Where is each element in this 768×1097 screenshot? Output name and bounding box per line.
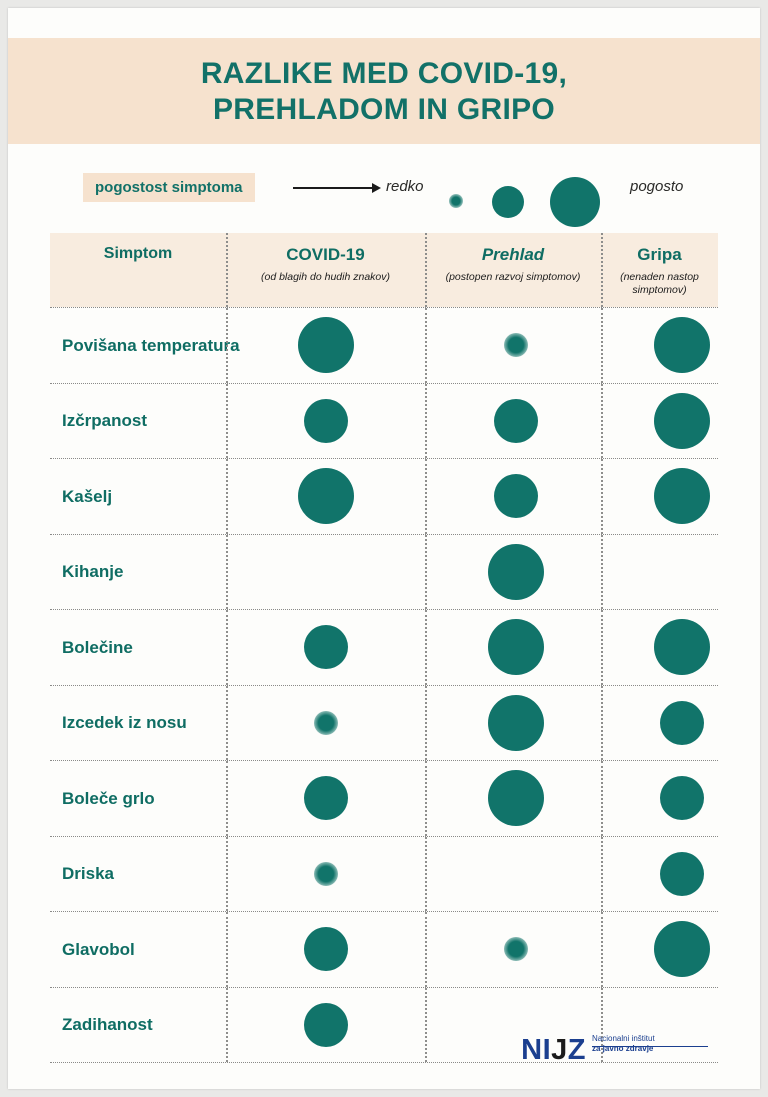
- column-divider-3: [601, 912, 603, 987]
- column-divider-1: [226, 761, 228, 836]
- column-divider-2: [425, 384, 427, 459]
- frequency-dot: [304, 776, 348, 820]
- column-divider-3: [601, 459, 603, 534]
- column-header-cold-title: Prehlad: [481, 245, 545, 264]
- column-divider-3: [601, 837, 603, 912]
- column-divider-2: [425, 459, 427, 534]
- column-divider-2: [425, 837, 427, 912]
- column-divider-2: [425, 912, 427, 987]
- frequency-dot: [304, 927, 348, 971]
- frequency-dot: [654, 921, 710, 977]
- row-label-symptom: Zadihanost: [62, 1015, 153, 1035]
- table-row: [50, 459, 718, 535]
- column-header-symptom: [50, 233, 226, 263]
- column-divider-3: [601, 308, 603, 383]
- column-header-symptom-title: Simptom: [103, 245, 173, 262]
- column-header-covid: [226, 233, 425, 284]
- legend-label: pogostost simptoma: [83, 173, 255, 202]
- frequency-dot: [298, 468, 354, 524]
- footer: [50, 1028, 718, 1078]
- row-label-symptom: Izcedek iz nosu: [62, 713, 187, 733]
- column-divider-2: [425, 610, 427, 685]
- frequency-dot: [488, 544, 544, 600]
- row-label-symptom: Driska: [62, 864, 114, 884]
- column-divider-1: [226, 459, 228, 534]
- column-divider-3: [601, 535, 603, 610]
- row-label-symptom: Bolečine: [62, 637, 133, 657]
- column-divider-1: [226, 308, 228, 383]
- frequency-dot: [488, 695, 544, 751]
- table-row: [50, 761, 718, 837]
- page-title-line2: PREHLADOM IN GRIPO: [212, 93, 556, 126]
- legend-dot-large: [550, 177, 600, 227]
- column-header-cold-subtitle: (postopen razvoj simptomov): [445, 271, 581, 283]
- header-band: [8, 38, 760, 144]
- legend: [8, 163, 760, 223]
- table-row: [50, 384, 718, 460]
- table-body: [50, 307, 718, 1063]
- table-row: [50, 307, 718, 384]
- column-divider-2: [425, 761, 427, 836]
- legend-often-label: pogosto: [630, 178, 684, 195]
- column-divider-1: [226, 686, 228, 761]
- table-row: [50, 535, 718, 611]
- column-divider-3: [601, 761, 603, 836]
- row-label-symptom: Kašelj: [62, 486, 113, 506]
- column-divider-1: [226, 535, 228, 610]
- column-divider-3: [601, 384, 603, 459]
- nijz-logo: NIJZ: [521, 1034, 586, 1066]
- frequency-dot: [488, 619, 544, 675]
- frequency-dot: [654, 619, 710, 675]
- row-label-symptom: Povišana temperatura: [62, 335, 240, 355]
- column-header-covid-subtitle: (od blagih do hudih znakov): [260, 271, 390, 283]
- frequency-dot: [660, 852, 704, 896]
- frequency-dot: [504, 333, 528, 357]
- symptom-table: [50, 233, 718, 1063]
- table-row: [50, 837, 718, 913]
- nijz-logo-subtitle-line1: Nacionalni inštitut: [592, 1034, 655, 1043]
- column-header-covid-title: COVID-19: [286, 245, 365, 264]
- frequency-dot: [304, 399, 348, 443]
- column-divider-3: [601, 610, 603, 685]
- row-label-symptom: Boleče grlo: [62, 788, 155, 808]
- table-row: [50, 610, 718, 686]
- frequency-dot: [654, 317, 710, 373]
- table-row: [50, 686, 718, 762]
- column-header-cold: [425, 233, 601, 284]
- column-header-flu-title: Gripa: [637, 245, 682, 264]
- column-divider-1: [226, 610, 228, 685]
- frequency-dot: [298, 317, 354, 373]
- page-title: [8, 56, 760, 128]
- legend-dot-medium: [492, 186, 524, 218]
- frequency-dot: [304, 625, 348, 669]
- table-header-row: [50, 233, 718, 307]
- frequency-dot: [494, 399, 538, 443]
- column-divider-2: [425, 308, 427, 383]
- column-header-flu: [601, 233, 718, 297]
- row-label-symptom: Kihanje: [62, 562, 124, 582]
- column-divider-2: [425, 686, 427, 761]
- nijz-logo-subtitle-line2: za javno zdravje: [592, 1044, 654, 1053]
- column-divider-1: [226, 912, 228, 987]
- row-label-symptom: Izčrpanost: [62, 411, 148, 431]
- nijz-logo-subtitle: [592, 1034, 708, 1054]
- frequency-dot: [314, 862, 338, 886]
- table-row: [50, 912, 718, 988]
- legend-rare-label: redko: [386, 178, 424, 195]
- frequency-dot: [504, 937, 528, 961]
- frequency-dot: [660, 776, 704, 820]
- frequency-dot: [494, 474, 538, 518]
- page-title-line1: RAZLIKE MED COVID-19,: [200, 57, 568, 90]
- frequency-dot: [654, 393, 710, 449]
- column-header-flu-subtitle: (nenaden nastop simptomov): [620, 271, 699, 296]
- frequency-dot: [488, 770, 544, 826]
- column-divider-3: [601, 686, 603, 761]
- infographic-poster: [8, 8, 760, 1089]
- frequency-dot: [660, 701, 704, 745]
- frequency-dot: [314, 711, 338, 735]
- column-divider-1: [226, 384, 228, 459]
- row-label-symptom: Glavobol: [62, 939, 135, 959]
- legend-arrow-icon: [293, 187, 379, 189]
- frequency-dot: [654, 468, 710, 524]
- column-divider-2: [425, 535, 427, 610]
- column-divider-1: [226, 837, 228, 912]
- legend-dot-small: [449, 194, 463, 208]
